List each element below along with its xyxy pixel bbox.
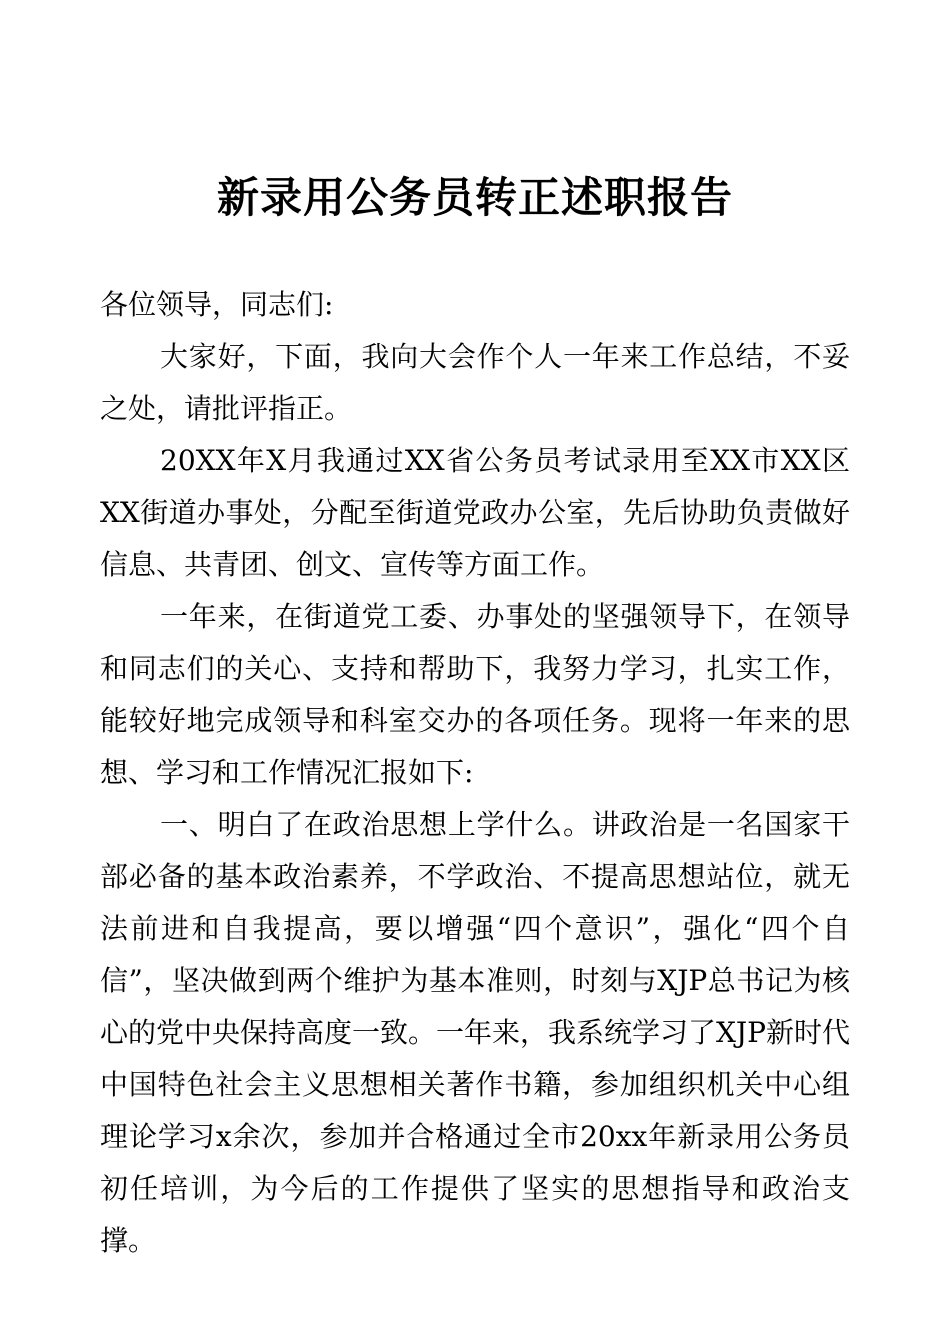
salutation: 各位领导，同志们: <box>100 288 334 321</box>
paragraph-opening: 大家好，下面，我向大会作个人一年来工作总结，不妥之处，请批评指正。 <box>100 340 850 425</box>
document-body <box>100 279 850 1267</box>
paragraph-political-study: 一、明白了在政治思想上学什么。讲政治是一名国家干部必备的基本政治素养，不学政治、不提高思想站位，就无法前进和自我提高，要以增强“四个意识”，强化“四个自信”，坚决做到两个维护为基本准则，时刻与XJP总书记为核心的党中央保持高度一致。一年来，我系统学习了XJP新时代中国特色社会主义思想相关著作书籍，参加组织机关中心组理论学习x余次，参加并合格通过全市20xx年新录用公务员初任培训，为今后的工作提供了坚实的思想指导和政治支撑。 <box>100 808 851 1257</box>
paragraph-background: 20XX年X月我通过XX省公务员考试录用至XX市XX区XX街道办事处，分配至街道党政办公室，先后协助负责做好信息、共青团、创文、宣传等方面工作。 <box>100 444 850 581</box>
document-title: 新录用公务员转正述职报告 <box>216 173 733 222</box>
paragraph-summary: 一年来，在街道党工委、办事处的坚强领导下，在领导和同志们的关心、支持和帮助下，我努力学习，扎实工作，能较好地完成领导和科室交办的各项任务。现将一年来的思想、学习和工作情况汇报如下: <box>100 600 850 789</box>
